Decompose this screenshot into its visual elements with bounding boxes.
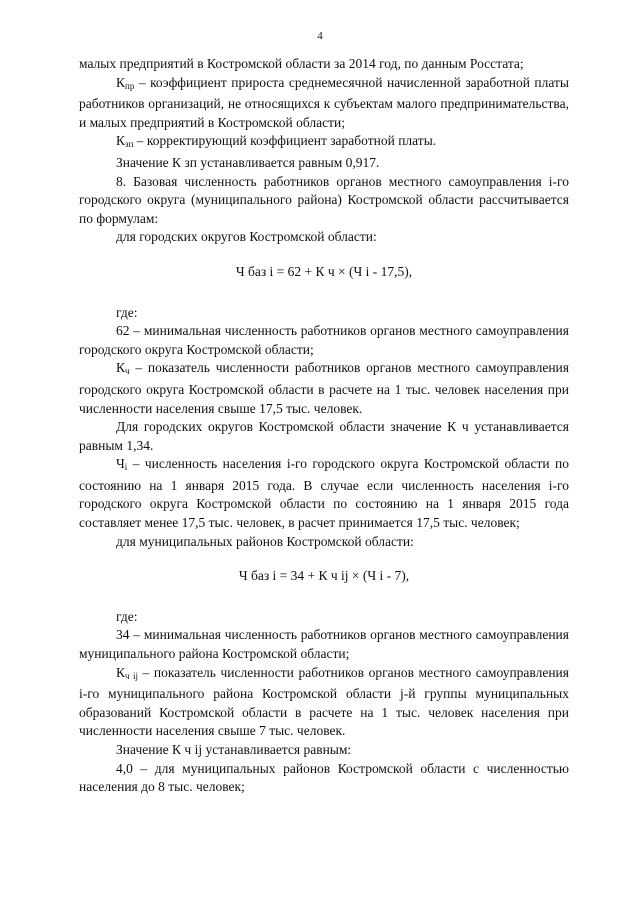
paragraph: где:: [116, 608, 138, 624]
definition-paragraph: [79, 664, 569, 741]
paragraph: 4,0 – для муниципальных районов Костромской области с численностью населения до 8 тыс. человек;: [79, 760, 569, 795]
paragraph: для городских округов Костромской области:: [116, 229, 377, 245]
symbol-subscript: ч ij: [125, 670, 138, 681]
definition-paragraph: [79, 455, 569, 532]
formula: Ч баз i = 34 + К ч ij × (Ч i - 7),: [238, 568, 410, 584]
paragraph: Для городских округов Костромской области значение К ч устанавливается равным 1,34.: [79, 419, 569, 453]
paragraph: 34 – минимальная численность работников органов местного самоуправления муниципального района Костромской области;: [79, 627, 569, 662]
symbol: К: [116, 664, 126, 680]
definition-text: – корректирующий коэффициент заработной платы.: [133, 133, 437, 149]
paragraph: малых предприятий в Костромской области за 2014 год, по данным Росстата;: [79, 56, 524, 71]
symbol-subscript: ч: [125, 366, 130, 377]
paragraph: для муниципальных районов Костромской области:: [116, 533, 414, 549]
definition-text: – коэффициент прироста среднемесячной начисленной заработной платы работников организаций, не относящихся к субъектам малого предпринимательства, и малых предприятий в Костромской области;: [79, 74, 569, 130]
definition-paragraph: [79, 359, 569, 418]
definition-paragraph: [79, 132, 569, 154]
symbol-subscript: i: [124, 462, 128, 473]
paragraph: Значение К зп устанавливается равным 0,917.: [116, 154, 380, 170]
definition-text: – показатель численности работников органов местного самоуправления i-го муниципального района Костромской области j-й группы муниципальных образований Костромской области в расчете на 1 тыс. человек населения при численности населения свыше 7 тыс. человек.: [79, 664, 569, 739]
definition-text: – численность населения i-го городского округа Костромской области по состоянию на 1 января 2015 года. В случае если численность населения i-го городского округа Костромской области по состоянию на 1 января 2015 года составляет менее 17,5 тыс. человек, в расчет принимается 17,5 тыс. человек;: [79, 456, 569, 531]
paragraph: 62 – минимальная численность работников органов местного самоуправления городского округа Костромской области;: [79, 323, 569, 357]
symbol-subscript: зп: [125, 139, 134, 150]
symbol: К: [116, 360, 126, 376]
document-body: [79, 55, 569, 797]
page-number: 4: [317, 30, 323, 42]
symbol: К: [116, 133, 126, 149]
formula: Ч баз i = 62 + К ч × (Ч i - 17,5),: [235, 263, 413, 279]
paragraph: где:: [116, 304, 138, 320]
symbol: Ч: [116, 456, 125, 472]
paragraph: Значение К ч ij устанавливается равным:: [116, 742, 352, 757]
definition-text: – показатель численности работников органов местного самоуправления городского округа Костромской области в расчете на 1 тыс. человек населения при численности населения свыше 17,5 тыс. человек.: [79, 360, 569, 416]
symbol-subscript: пр: [125, 80, 135, 91]
definition-paragraph: [79, 74, 569, 133]
symbol: К: [116, 74, 126, 90]
paragraph: 8. Базовая численность работников органов местного самоуправления i-го городского округа (муниципального района) Костромской области рассчитывается по формулам:: [79, 173, 569, 226]
